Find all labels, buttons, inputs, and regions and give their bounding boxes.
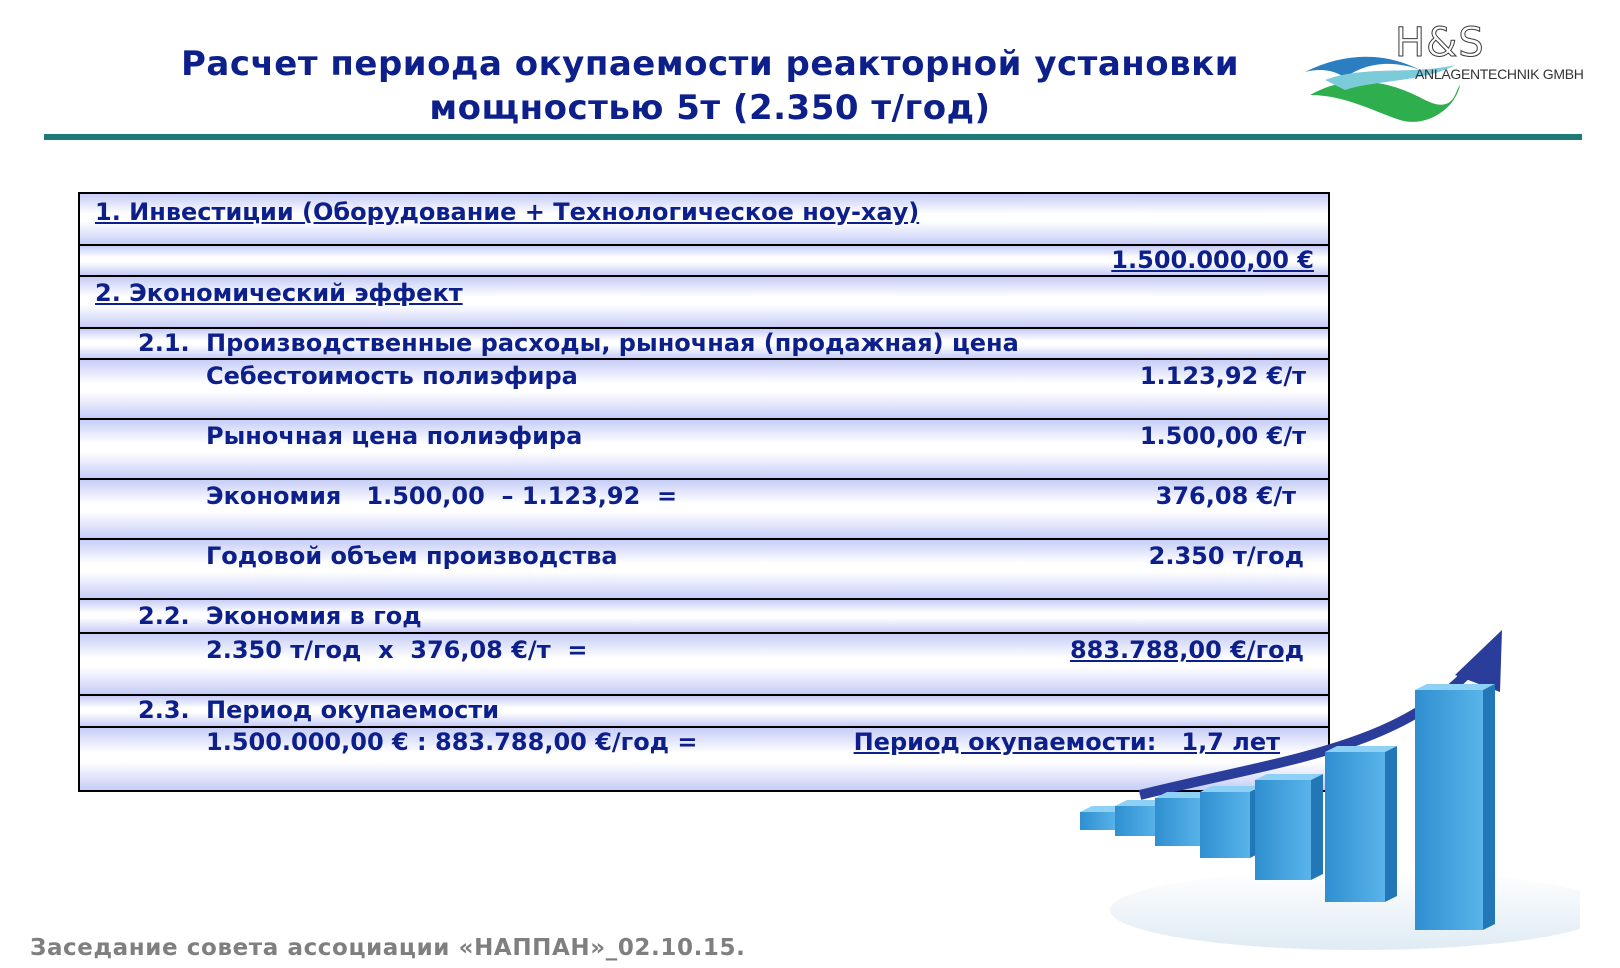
- market-price-label: Рыночная цена полиэфира: [206, 422, 583, 450]
- title-line-2: мощностью 5т (2.350 т/год): [429, 88, 991, 128]
- section-2-2-number: 2.2.: [138, 602, 190, 630]
- logo-mark: H&S: [1395, 20, 1485, 66]
- savings-label: Экономия 1.500,00 – 1.123,92 =: [206, 482, 678, 510]
- logo-subtitle: ANLAGENTECHNIK GMBH: [1415, 66, 1584, 82]
- table-row: [80, 540, 1328, 600]
- growth-chart-icon: [1080, 630, 1580, 950]
- section-2-1-title: Производственные расходы, рыночная (продажная) цена: [206, 329, 1019, 357]
- payback-result: Период окупаемости: 1,7 лет: [853, 728, 1280, 756]
- cost-value: 1.123,92 €/т: [1139, 362, 1306, 390]
- payback-calc: 1.500.000,00 € : 883.788,00 €/год =: [206, 728, 698, 756]
- company-logo: [1305, 20, 1605, 135]
- effect-heading: 2. Экономический эффект: [95, 279, 463, 307]
- section-2-3-number: 2.3.: [138, 696, 190, 724]
- footer-caption: Заседание совета ассоциации «НАППАН»_02.10.15.: [30, 935, 746, 961]
- title-divider: [44, 134, 1582, 140]
- volume-value: 2.350 т/год: [1148, 542, 1304, 570]
- cost-label: Себестоимость полиэфира: [206, 362, 578, 390]
- investment-heading: 1. Инвестиции (Оборудование + Технологическое ноу-хау): [95, 198, 920, 226]
- table-row: [80, 277, 1328, 329]
- market-price-value: 1.500,00 €/т: [1139, 422, 1306, 450]
- table-row: [80, 480, 1328, 540]
- section-2-1-number: 2.1.: [138, 329, 190, 357]
- table-row: [80, 420, 1328, 480]
- slide-title: [110, 42, 1310, 130]
- section-2-3-title: Период окупаемости: [206, 696, 500, 724]
- table-row: [80, 194, 1328, 246]
- annual-savings-value: 883.788,00 €/год: [1069, 636, 1304, 664]
- section-2-2-title: Экономия в год: [206, 602, 422, 630]
- savings-value: 376,08 €/т: [1155, 482, 1296, 510]
- investment-amount: 1.500.000,00 €: [1111, 246, 1314, 274]
- table-row: [80, 360, 1328, 420]
- table-row: [80, 246, 1328, 277]
- table-row: [80, 600, 1328, 634]
- title-line-1: Расчет периода окупаемости реакторной установки: [180, 44, 1240, 84]
- annual-savings-calc: 2.350 т/год х 376,08 €/т =: [206, 636, 588, 664]
- volume-label: Годовой объем производства: [206, 542, 618, 570]
- table-row: [80, 329, 1328, 360]
